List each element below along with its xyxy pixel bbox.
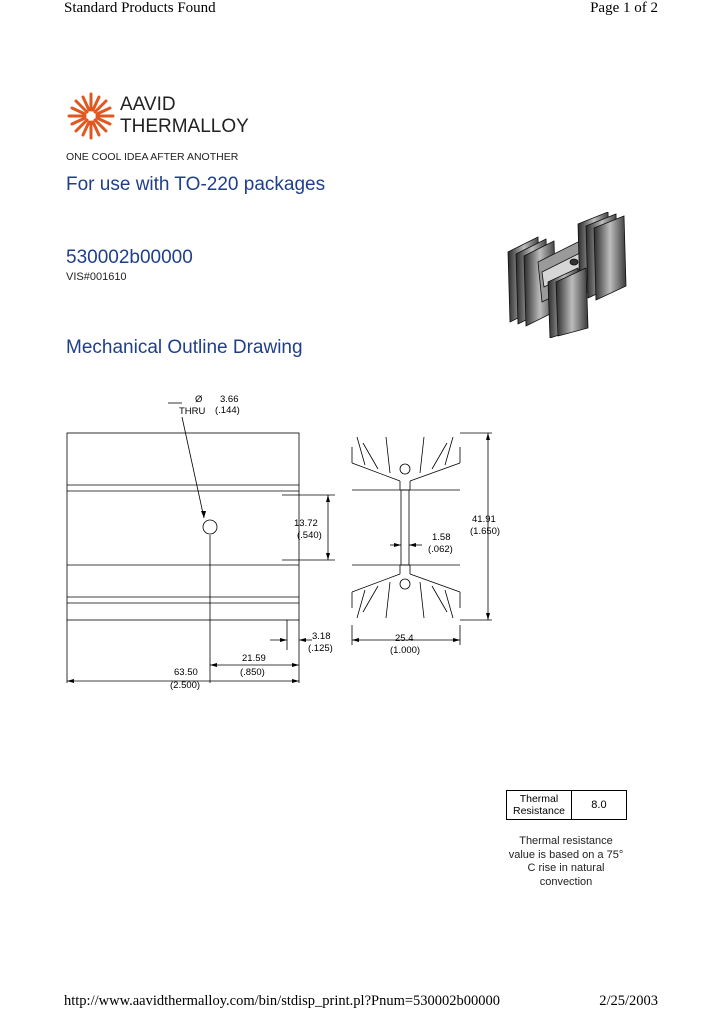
hole-position-in: (.850)	[240, 667, 265, 678]
base-width-in: (1.000)	[390, 645, 421, 656]
mounting-hole	[203, 520, 217, 534]
page-number: Page 1 of 2	[590, 0, 658, 16]
aavid-thermalloy-logo	[64, 88, 294, 168]
side-view-outline	[67, 433, 299, 620]
footer-url[interactable]: http://www.aavidthermalloy.com/bin/stdisp_print.pl?Pnum=530002b00000	[64, 993, 501, 1009]
heatsink-product-image	[498, 212, 638, 338]
header-title: Standard Products Found	[64, 0, 216, 16]
mechanical-outline-drawing	[60, 385, 510, 695]
offset-mm: 3.18	[312, 631, 331, 642]
height-mm: 41.91	[472, 514, 496, 525]
vis-number: VIS#001610	[66, 271, 127, 283]
offset-in: (.125)	[308, 643, 333, 654]
logo-tagline: ONE COOL IDEA AFTER ANOTHER	[66, 151, 239, 163]
web-mm: 1.58	[432, 532, 451, 543]
section-title: Mechanical Outline Drawing	[66, 337, 303, 358]
hole-thru-label: THRU	[179, 406, 206, 417]
height-in: (1.650)	[470, 526, 501, 537]
end-view-profile	[352, 433, 492, 645]
logo-line1: AAVID	[120, 94, 176, 115]
thermal-resistance-note: Thermal resistance value is based on a 75° C rise in natural convection	[508, 835, 624, 888]
thermal-resistance-value: 8.0	[571, 791, 626, 820]
hole-diameter-mm: 3.66	[220, 394, 239, 405]
base-width-mm: 25.4	[395, 633, 414, 644]
width-mm: 13.72	[294, 518, 318, 529]
web-in: (.062)	[428, 544, 453, 555]
length-in: (2.500)	[170, 680, 201, 691]
part-number: 530002b00000	[66, 247, 193, 268]
footer-date: 2/25/2003	[599, 993, 658, 1009]
length-mm: 63.50	[174, 667, 198, 678]
hole-diameter-symbol: Ø	[195, 394, 203, 405]
hole-diameter-in: (.144)	[215, 405, 240, 416]
width-in: (.540)	[297, 530, 322, 541]
package-subtitle: For use with TO-220 packages	[66, 174, 326, 195]
logo-line2: THERMALLOY	[120, 116, 249, 137]
thermal-resistance-label: Thermal Resistance	[507, 791, 572, 820]
hole-position-mm: 21.59	[242, 653, 266, 664]
thermal-resistance-table	[506, 790, 627, 820]
starburst-icon	[69, 94, 113, 138]
